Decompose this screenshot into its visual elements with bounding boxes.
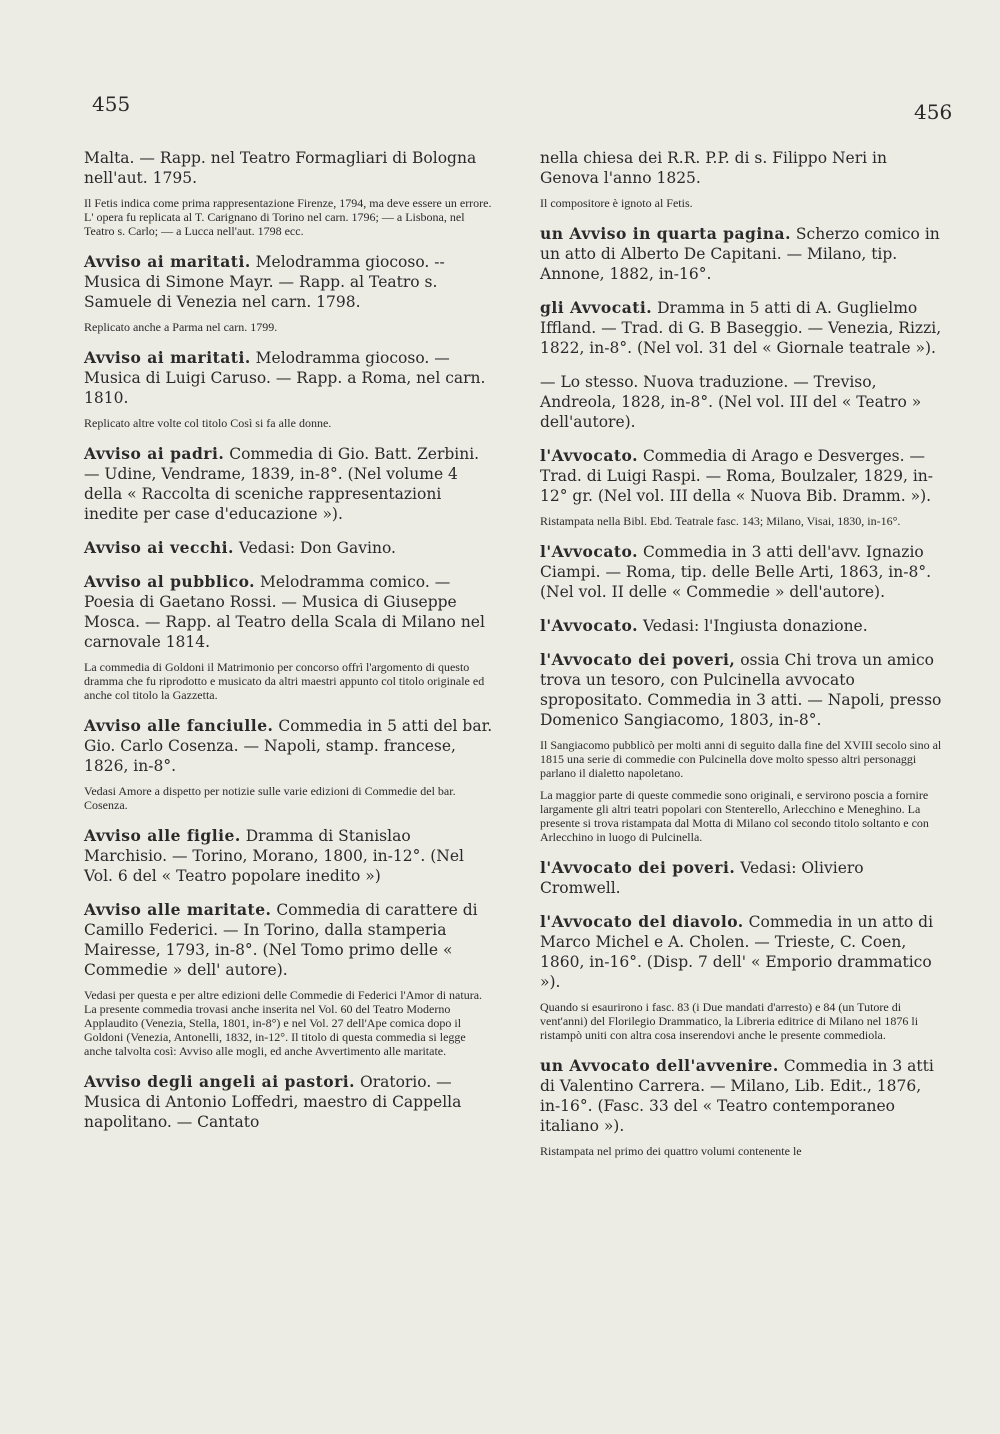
catalog-entry [84, 826, 494, 886]
note-paragraph [540, 1000, 944, 1042]
spacer [540, 1136, 944, 1144]
spacer [84, 238, 494, 252]
entry-text: Commedia di Arago e Desverges. — Trad. di Luigi Raspi. — Roma, Boulzaler, 1829, in-12° gr. (Nel vol. III della « Nuova Bib. Dramm. »). [540, 447, 934, 505]
spacer [540, 284, 944, 298]
right-column [540, 148, 944, 1158]
note-text: Vedasi Amore a dispetto per notizie sulle varie edizioni di Commedie del bar. Cosenza. [84, 784, 456, 812]
note-text: Il Sangiacomo pubblicò per molti anni di seguito dalla fine del XVIII secolo sino al 1815 una serie di commedie con Pulcinella dove molto spesso altri personaggi parlano il dialetto napoletano. [540, 738, 942, 780]
catalog-entry [84, 148, 494, 188]
catalog-entry [540, 372, 944, 432]
spacer [84, 312, 494, 320]
catalog-entry [540, 858, 944, 898]
note-text: Vedasi per questa e per altre edizioni delle Commedie di Federici l'Amor di natura. La presente commedia trovasi anche inserita nel Vol. 60 del Teatro Moderno Applaudito (Venezia, Stella, 1801, in-8°) e nel Vol. 27 dell'Ape comica dopo il Goldoni (Venezia, Antonelli, 1832, in-12°. Il titolo di questa commedia si legge anche talvolta così: Avviso alle mogli, ed anche Avvertimento alle maritate. [84, 988, 483, 1058]
catalog-entry [84, 348, 494, 408]
left-column [84, 148, 494, 1132]
entry-text: Vedasi: Oliviero Cromwell. [540, 859, 864, 897]
note-paragraph [84, 660, 494, 702]
catalog-entry [84, 900, 494, 980]
entry-title: l'Avvocato dei poveri. [540, 858, 736, 877]
entry-lead: — [540, 373, 561, 391]
entry-title: l'Avvocato dei poveri, [540, 650, 736, 669]
note-text: Ristampata nel primo dei quattro volumi contenente le [540, 1144, 802, 1158]
catalog-entry [540, 912, 944, 992]
spacer [84, 408, 494, 416]
spacer [84, 812, 494, 826]
spacer [84, 980, 494, 988]
spacer [84, 558, 494, 572]
spacer [84, 430, 494, 444]
catalog-entry [540, 148, 944, 188]
page-number-left: 455 [92, 92, 131, 116]
note-paragraph [84, 988, 494, 1058]
entry-title: un Avviso in quarta pagina. [540, 224, 791, 243]
entry-text: Commedia di Gio. Batt. Zerbini. — Udine, Vendrame, 1839, in-8°. (Nel volume 4 della « Raccolta di sceniche rappresentazioni inedite per case d'educazione »). [84, 445, 480, 523]
entry-text: Malta. — Rapp. nel Teatro Formagliari di Bologna nell'aut. 1795. [84, 149, 477, 187]
note-paragraph [84, 784, 494, 812]
spacer [540, 992, 944, 1000]
spacer [540, 602, 944, 616]
note-text: Il Fetis indica come prima rappresentazione Firenze, 1794, ma deve essere un errore. L' opera fu replicata al T. Carignano di Torino nel carn. 1796; — a Lisbona, nel Teatro s. Carlo; — a Lucca nell'aut. 1798 ecc. [84, 196, 492, 238]
entry-text: Dramma di Stanislao Marchisio. — Torino, Morano, 1800, in-12°. (Nel Vol. 6 del « Teatro popolare inedito ») [84, 827, 464, 885]
entry-title: Avviso ai vecchi. [84, 538, 234, 557]
catalog-entry [540, 650, 944, 730]
catalog-entry [84, 1072, 494, 1132]
entry-title: gli Avvocati. [540, 298, 653, 317]
catalog-entry [540, 542, 944, 602]
spacer [84, 524, 494, 538]
catalog-entry [540, 224, 944, 284]
spacer [84, 776, 494, 784]
catalog-entry [84, 716, 494, 776]
entry-text: Lo stesso. Nuova traduzione. — Treviso, Andreola, 1828, in-8°. (Nel vol. III del « Teatro » dell'autore). [540, 373, 922, 431]
note-text: Ristampata nella Bibl. Ebd. Teatrale fasc. 143; Milano, Visai, 1830, in-16°. [540, 514, 901, 528]
entry-title: Avviso alle fanciulle. [84, 716, 274, 735]
spacer [84, 188, 494, 196]
spacer [540, 210, 944, 224]
entry-text: nella chiesa dei R.R. P.P. di s. Filippo Neri in Genova l'anno 1825. [540, 149, 887, 187]
entry-text: Commedia in 5 atti del bar. Gio. Carlo Cosenza. — Napoli, stamp. francese, 1826, in-8°. [84, 717, 493, 775]
note-paragraph [540, 514, 944, 528]
entry-title: l'Avvocato. [540, 446, 638, 465]
entry-title: Avviso alle figlie. [84, 826, 241, 845]
spacer [540, 528, 944, 542]
note-paragraph [540, 788, 944, 844]
catalog-entry [540, 616, 944, 636]
entry-title: Avviso al pubblico. [84, 572, 256, 591]
entry-text: Vedasi: Don Gavino. [238, 539, 396, 557]
note-paragraph [540, 738, 944, 780]
entry-title: l'Avvocato del diavolo. [540, 912, 744, 931]
spacer [540, 730, 944, 738]
note-text: Il compositore è ignoto al Fetis. [540, 196, 693, 210]
entry-text: Dramma in 5 atti di A. Guglielmo Iffland. — Trad. di G. B Baseggio. — Venezia, Rizzi, 1822, in-8°. (Nel vol. 31 del « Giornale teatrale »). [540, 299, 942, 357]
entry-text: Scherzo comico in un atto di Alberto De Capitani. — Milano, tip. Annone, 1882, in-16°. [540, 225, 940, 283]
entry-title: Avviso ai maritati. [84, 348, 251, 367]
spacer [84, 702, 494, 716]
entry-text: ossia Chi trova un amico trova un tesoro, con Pulcinella avvocato spropositato. Commedia in 3 atti. — Napoli, presso Domenico Sangiacomo, 1803, in-8°. [540, 651, 942, 729]
spacer [540, 780, 944, 788]
catalog-entry [84, 444, 494, 524]
note-text: Replicato anche a Parma nel carn. 1799. [84, 320, 278, 334]
note-text: Quando si esaurirono i fasc. 83 (i Due mandati d'arresto) e 84 (un Tutore di vent'anni) del Florilegio Drammatico, la Libreria editrice di Milano nel 1876 li ristampò uniti con altra cosa inserendovi anche le presente commediola. [540, 1000, 919, 1042]
spacer [84, 886, 494, 900]
catalog-entry [540, 446, 944, 506]
entry-title: Avviso ai padri. [84, 444, 225, 463]
note-text: Replicato altre volte col titolo Così si fa alle donne. [84, 416, 332, 430]
entry-text: Commedia di carattere di Camillo Federici. — In Torino, dalla stamperia Mairesse, 1793, in-8°. (Nel Tomo primo delle « Commedie » dell' autore). [84, 901, 478, 979]
spacer [84, 652, 494, 660]
entry-title: l'Avvocato. [540, 542, 638, 561]
spacer [84, 1058, 494, 1072]
entry-text: Melodramma giocoso. -- Musica di Simone Mayr. — Rapp. al Teatro s. Samuele di Venezia nel carn. 1798. [84, 253, 445, 311]
entry-text: Commedia in 3 atti di Valentino Carrera. — Milano, Lib. Edit., 1876, in-16°. (Fasc. 33 del « Teatro contemporaneo italiano »). [540, 1057, 934, 1135]
entry-title: Avviso degli angeli ai pastori. [84, 1072, 356, 1091]
spacer [540, 506, 944, 514]
catalog-entry [84, 572, 494, 652]
note-paragraph [540, 196, 944, 210]
entry-title: Avviso alle maritate. [84, 900, 272, 919]
entry-title: Avviso ai maritati. [84, 252, 251, 271]
catalog-entry [540, 298, 944, 358]
spacer [540, 358, 944, 372]
page-number-right: 456 [914, 100, 953, 124]
note-text: La commedia di Goldoni il Matrimonio per concorso offrì l'argomento di questo dramma che fu riprodotto e musicato da altri maestri appunto col titolo originale ed anche col titolo la Gazzetta. [84, 660, 485, 702]
spacer [540, 1042, 944, 1056]
entry-text: Commedia in 3 atti dell'avv. Ignazio Ciampi. — Roma, tip. delle Belle Arti, 1863, in-8°. (Nel vol. II delle « Commedie » dell'autore). [540, 543, 932, 601]
entry-text: Melodramma comico. — Poesia di Gaetano Rossi. — Musica di Giuseppe Mosca. — Rapp. al Teatro della Scala di Milano nel carnovale 1814. [84, 573, 485, 651]
entry-title: l'Avvocato. [540, 616, 638, 635]
note-text: La maggior parte di queste commedie sono originali, e servirono poscia a fornire largamente gli altri teatri popolari con Stenterello, Arlecchino e Meneghino. La presente si trova ristampata dal Motta di Milano col secondo titolo soltanto e con Arlecchino in luogo di Pulcinella. [540, 788, 929, 844]
entry-text: Commedia in un atto di Marco Michel e A. Cholen. — Trieste, C. Coen, 1860, in-16°. (Disp. 7 dell' « Emporio drammatico »). [540, 913, 934, 991]
note-paragraph [84, 320, 494, 334]
spacer [540, 636, 944, 650]
catalog-entry [84, 252, 494, 312]
entry-text: Oratorio. — Musica di Antonio Loffedri, maestro di Cappella napolitano. — Cantato [84, 1073, 462, 1131]
note-paragraph [84, 416, 494, 430]
catalog-entry [540, 1056, 944, 1136]
spacer [540, 188, 944, 196]
spacer [540, 898, 944, 912]
spacer [540, 432, 944, 446]
catalog-entry [84, 538, 494, 558]
entry-title: un Avvocato dell'avvenire. [540, 1056, 779, 1075]
note-paragraph [84, 196, 494, 238]
note-paragraph [540, 1144, 944, 1158]
entry-text: Melodramma giocoso. — Musica di Luigi Caruso. — Rapp. a Roma, nel carn. 1810. [84, 349, 486, 407]
entry-text: Vedasi: l'Ingiusta donazione. [642, 617, 868, 635]
spacer [84, 334, 494, 348]
spacer [540, 844, 944, 858]
